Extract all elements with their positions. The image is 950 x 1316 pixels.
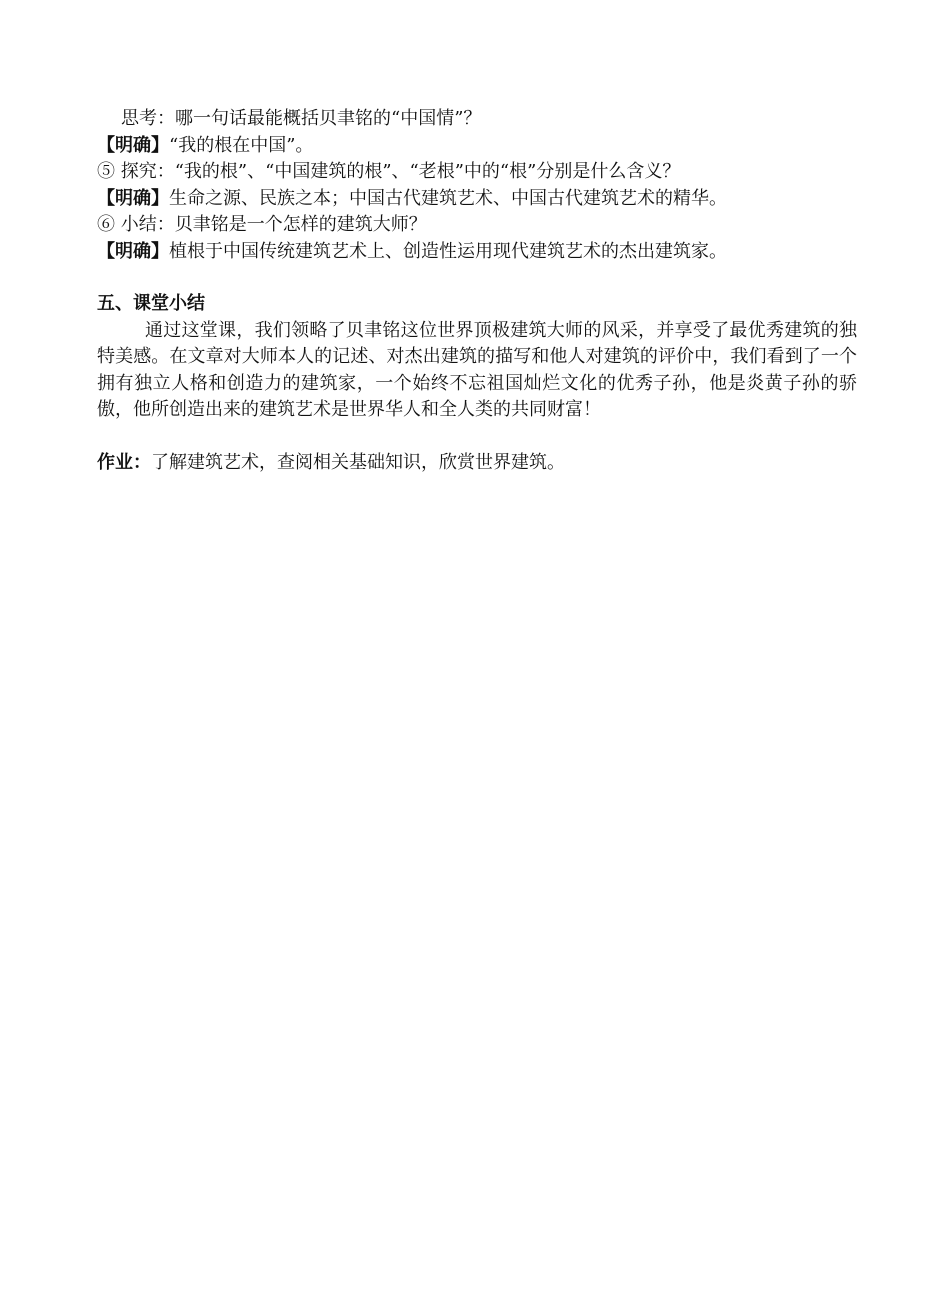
clarify-tag: 【明确】 <box>97 187 169 209</box>
summary-paragraph: 通过这堂课，我们领略了贝聿铭这位世界顶极建筑大师的风采，并享受了最优秀建筑的独特美感。在文章对大师本人的记述、对杰出建筑的描写和他人对建筑的评价中，我们看到了一个拥有独立人格和创造力的建筑家，一个始终不忘祖国灿烂文化的优秀子孙，他是炎黄子孙的骄傲，他所创造出来的建筑艺术是世界华人和全人类的共同财富！ <box>97 319 857 420</box>
homework-label: 作业： <box>97 451 151 473</box>
clarify-tag: 【明确】 <box>97 134 169 156</box>
summary-question: ⑥ 小结：贝聿铭是一个怎样的建筑大师？ <box>97 214 427 235</box>
clarify-line-2 <box>97 186 857 213</box>
spacer <box>97 265 857 291</box>
clarify-text: 植根于中国传统建筑艺术上、创造性运用现代建筑艺术的杰出建筑家。 <box>169 240 727 262</box>
clarify-line-3 <box>97 239 857 266</box>
clarify-line-1 <box>97 133 857 160</box>
spacer <box>97 424 857 450</box>
homework-line <box>97 450 857 477</box>
document-page <box>97 106 857 476</box>
explore-question: ⑤ 探究：“我的根”、“中国建筑的根”、“老根”中的“根”分别是什么含义？ <box>97 161 681 182</box>
section-heading: 五、课堂小结 <box>97 293 205 314</box>
homework-text: 了解建筑艺术，查阅相关基础知识，欣赏世界建筑。 <box>151 451 565 473</box>
think-question: 思考：哪一句话最能概括贝聿铭的“中国情”？ <box>121 108 482 129</box>
clarify-text: “我的根在中国”。 <box>169 134 314 156</box>
clarify-text: 生命之源、民族之本；中国古代建筑艺术、中国古代建筑艺术的精华。 <box>169 187 727 209</box>
clarify-tag: 【明确】 <box>97 240 169 262</box>
